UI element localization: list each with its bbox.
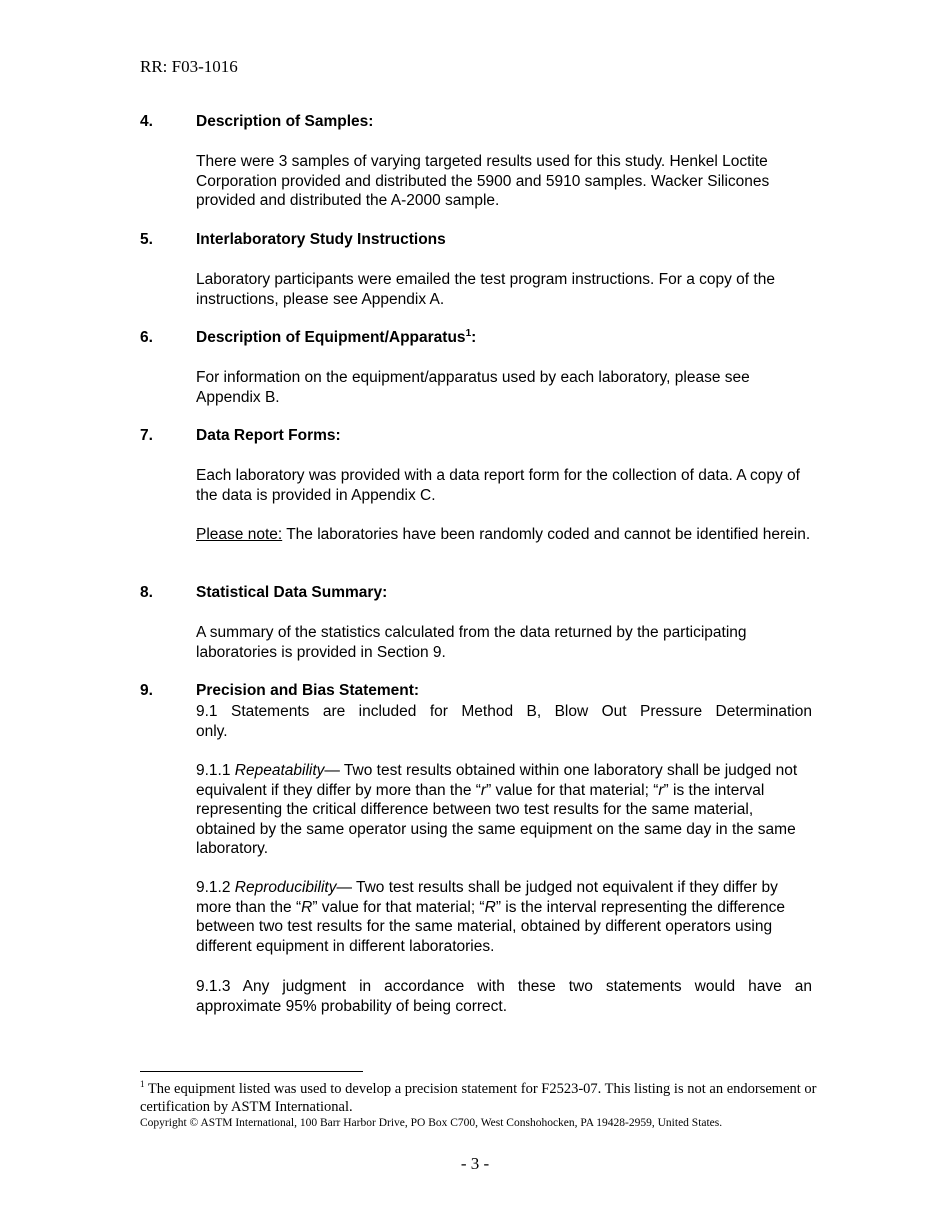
footnote-divider bbox=[140, 1071, 363, 1072]
paragraph-9-1-1-text-3: ” is the interval representing the critical difference between two test results for the same material, obtained by the same operator using the same equipment on the same day in the same laboratory. bbox=[196, 781, 796, 858]
paragraph-9-1-1 bbox=[196, 761, 812, 859]
reproducibility-term: Reproducibility bbox=[234, 879, 337, 896]
section-7-number: 7. bbox=[140, 427, 153, 444]
section-7-title: Data Report Forms: bbox=[196, 427, 341, 444]
note-label: Please note: bbox=[196, 526, 283, 543]
symbol-capital-r: R bbox=[301, 898, 313, 916]
paragraph-9-1-3-line-1: 9.1.3 Any judgment in accordance with these two statements would have an bbox=[196, 978, 812, 995]
symbol-r: r bbox=[658, 781, 664, 799]
symbol-r: r bbox=[480, 781, 487, 799]
paragraph-9-1 bbox=[196, 702, 812, 741]
note-text: The laboratories have been randomly coded and cannot be identified herein. bbox=[282, 526, 811, 543]
section-6-title bbox=[196, 329, 476, 347]
document-id-header: RR: F03-1016 bbox=[140, 57, 238, 76]
section-6-number: 6. bbox=[140, 329, 153, 346]
footnote-mark: 1 bbox=[140, 1079, 145, 1090]
section-8-title: Statistical Data Summary: bbox=[196, 584, 388, 601]
section-5-number: 5. bbox=[140, 231, 153, 248]
paragraph-9-1-2-text-3: ” is the interval representing the difference between two test results for the same material, obtained by different operators using different equipment in different laboratories. bbox=[196, 898, 786, 955]
section-6-body: For information on the equipment/apparatus used by each laboratory, please see Appendix B. bbox=[196, 369, 750, 406]
section-9-title: Precision and Bias Statement: bbox=[196, 682, 420, 699]
symbol-capital-r: R bbox=[484, 898, 496, 916]
copyright-notice: Copyright © ASTM International, 100 Barr Harbor Drive, PO Box C700, West Conshohocken, PA 19428-2959, United States. bbox=[140, 1117, 723, 1129]
section-9-number: 9. bbox=[140, 682, 153, 699]
section-5-body: Laboratory participants were emailed the test program instructions. For a copy of the instructions, please see Appendix A. bbox=[196, 271, 775, 308]
section-8-body: A summary of the statistics calculated from the data returned by the participating laboratories is provided in Section 9. bbox=[196, 624, 747, 661]
section-6-title-suffix: : bbox=[471, 329, 477, 346]
paragraph-9-1-1-text-1: — Two test results obtained within one laboratory shall be judged not equivalent if they differ by more than the “ bbox=[196, 762, 798, 799]
paragraph-9-1-1-text-2: ” value for that material; “ bbox=[486, 781, 659, 799]
paragraph-9-1-2-number: 9.1.2 bbox=[196, 879, 235, 896]
section-4-body: There were 3 samples of varying targeted results used for this study. Henkel Loctite Corporation provided and distributed the 5900 and 5910 samples. Wacker Silicones provided and distributed the A-2000 sample. bbox=[196, 153, 770, 210]
paragraph-9-1-2 bbox=[196, 878, 812, 956]
paragraph-9-1-1-number: 9.1.1 bbox=[196, 762, 235, 779]
footnote-text: The equipment listed was used to develop a precision statement for F2523-07. This listing is not an endorsement or certification by ASTM International. bbox=[140, 1081, 817, 1115]
section-5-title: Interlaboratory Study Instructions bbox=[196, 231, 446, 248]
page-number: - 3 - bbox=[460, 1154, 490, 1173]
paragraph-9-1-2-text-2: ” value for that material; “ bbox=[312, 898, 485, 916]
section-4-number: 4. bbox=[140, 113, 153, 130]
paragraph-9-1-3-line-2: approximate 95% probability of being correct. bbox=[196, 997, 508, 1015]
footnote-reference: 1 bbox=[465, 327, 472, 339]
section-4-title: Description of Samples: bbox=[196, 113, 374, 130]
section-7-note bbox=[196, 525, 812, 545]
footnote bbox=[140, 1080, 820, 1116]
section-8-number: 8. bbox=[140, 584, 153, 601]
paragraph-9-1-2-text-1: — Two test results shall be judged not equivalent if they differ by more than the “ bbox=[196, 879, 778, 916]
paragraph-9-1-3 bbox=[196, 977, 812, 1016]
section-6-title-text: Description of Equipment/Apparatus bbox=[196, 329, 466, 346]
section-7-body: Each laboratory was provided with a data report form for the collection of data. A copy of the data is provided in Appendix C. bbox=[196, 467, 800, 504]
repeatability-term: Repeatability bbox=[234, 762, 325, 779]
paragraph-9-1-line-2: only. bbox=[196, 722, 228, 740]
paragraph-9-1-line-1: 9.1 Statements are included for Method B, Blow Out Pressure Determination bbox=[196, 703, 812, 720]
